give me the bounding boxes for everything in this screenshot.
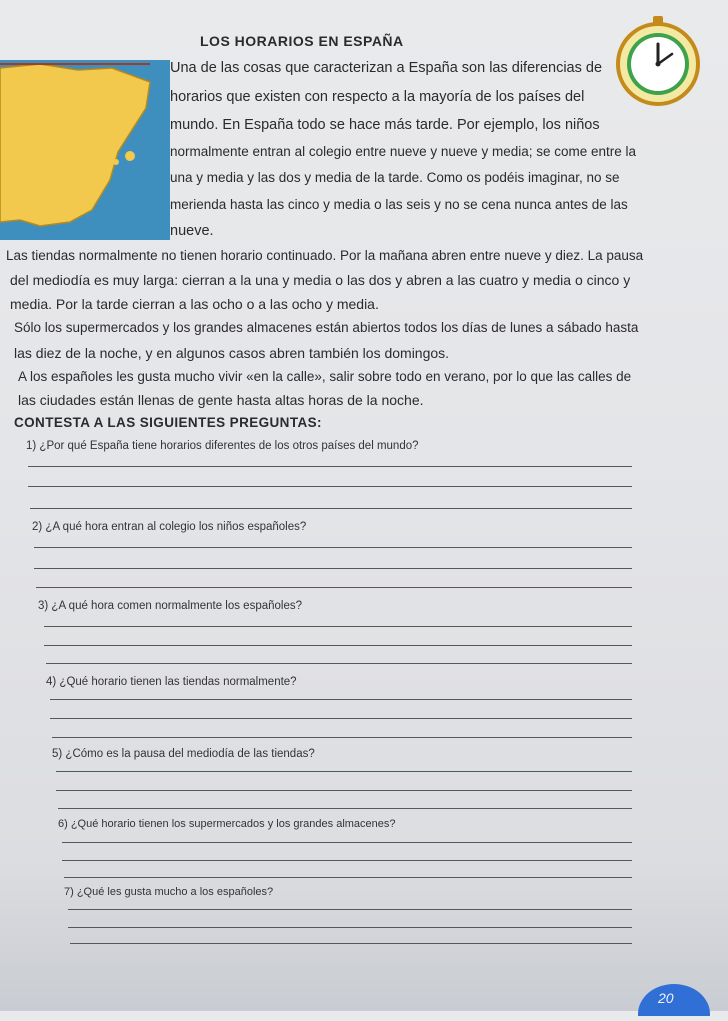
page-number-badge [634, 976, 714, 1016]
question-3: 3) ¿A qué hora comen normalmente los españoles? [38, 600, 303, 612]
body-line: Las tiendas normalmente no tienen horario continuado. Por la mañana abren entre nueve y diez. La pausa [6, 248, 644, 263]
answer-line[interactable] [34, 547, 632, 548]
answer-line[interactable] [62, 842, 632, 843]
answer-line[interactable] [70, 943, 632, 944]
answer-line[interactable] [46, 663, 632, 664]
answer-line[interactable] [50, 699, 632, 700]
answer-line[interactable] [28, 466, 632, 467]
intro-line: merienda hasta las cinco y media o las seis y no se cena nunca antes de las [170, 197, 628, 212]
clock-illustration [612, 14, 704, 112]
intro-line: una y media y las dos y media de la tarde. Como os podéis imaginar, no se [170, 170, 620, 185]
body-line: las diez de la noche, y en algunos casos abren también los domingos. [14, 345, 450, 361]
question-1: 1) ¿Por qué España tiene horarios diferentes de los otros países del mundo? [26, 440, 419, 452]
answer-line[interactable] [36, 587, 632, 588]
intro-line: normalmente entran al colegio entre nueve y nueve y media; se come entre la [170, 144, 637, 159]
page-number: 20 [658, 990, 674, 1006]
answer-line[interactable] [28, 486, 632, 487]
question-2: 2) ¿A qué hora entran al colegio los niños españoles? [32, 521, 307, 533]
answer-line[interactable] [56, 790, 632, 791]
answer-line[interactable] [52, 737, 632, 738]
answer-line[interactable] [58, 808, 632, 809]
intro-line: mundo. En España todo se hace más tarde. Por ejemplo, los niños [170, 117, 600, 133]
answer-line[interactable] [34, 568, 632, 569]
intro-line: horarios que existen con respecto a la mayoría de los países del [170, 89, 585, 105]
answer-line[interactable] [30, 508, 632, 509]
body-line: las ciudades están llenas de gente hasta altas horas de la noche. [18, 392, 424, 408]
answer-line[interactable] [44, 626, 632, 627]
answer-line[interactable] [56, 771, 632, 772]
body-line: A los españoles les gusta mucho vivir «en la calle», salir sobre todo en verano, por lo que las calles de [18, 369, 632, 384]
answer-line[interactable] [44, 645, 632, 646]
question-7: 7) ¿Qué les gusta mucho a los españoles? [64, 886, 274, 898]
answer-line[interactable] [68, 909, 632, 910]
intro-line: nueve. [170, 223, 214, 239]
questions-heading: CONTESTA A LAS SIGUIENTES PREGUNTAS: [14, 415, 322, 430]
question-6: 6) ¿Qué horario tienen los supermercados y los grandes almacenes? [58, 818, 396, 830]
spain-map-illustration [0, 60, 170, 240]
body-line: media. Por la tarde cierran a las ocho o a las ocho y media. [10, 296, 379, 312]
question-4: 4) ¿Qué horario tienen las tiendas normalmente? [46, 676, 297, 688]
body-line: del mediodía es muy larga: cierran a la una y media o las dos y abren a las cuatro y media o cinco y [10, 272, 631, 288]
question-5: 5) ¿Cómo es la pausa del mediodía de las tiendas? [52, 748, 315, 760]
intro-line: Una de las cosas que caracterizan a España son las diferencias de [170, 60, 603, 76]
answer-line[interactable] [50, 718, 632, 719]
body-line: Sólo los supermercados y los grandes almacenes están abiertos todos los días de lunes a sábado hasta [14, 320, 639, 335]
answer-line[interactable] [64, 877, 632, 878]
answer-line[interactable] [68, 927, 632, 928]
page-title: LOS HORARIOS EN ESPAÑA [200, 33, 404, 49]
answer-line[interactable] [62, 860, 632, 861]
